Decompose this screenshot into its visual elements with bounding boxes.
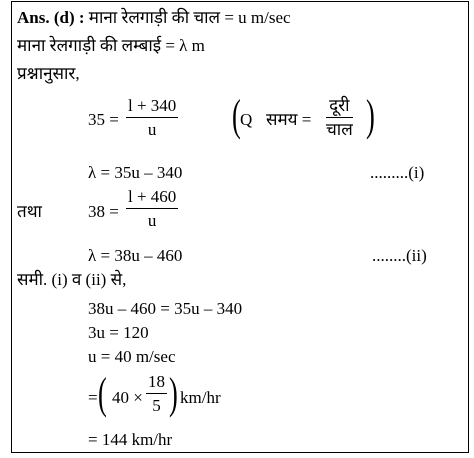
step4-fraction-bar: [146, 393, 167, 394]
line-train-length: माना रेलगाड़ी की लम्बाई = λ m: [17, 36, 205, 55]
time-fraction-bar: [326, 117, 353, 118]
speed-label: चाल: [326, 120, 353, 139]
answer-label: Ans. (d) :: [17, 8, 85, 27]
because-symbol: Q: [240, 110, 253, 129]
eq1-numerator: l + 340: [128, 96, 177, 115]
from-equations: समी. (i) व (ii) से,: [17, 270, 127, 289]
eq3-numerator: l + 460: [128, 187, 177, 206]
eq3-fraction-bar: [126, 208, 178, 209]
solution-result: = 144 km/hr: [88, 430, 173, 449]
step4-equals: =: [88, 388, 98, 407]
eq3-denominator: u: [147, 211, 157, 230]
eq1-fraction-bar: [126, 117, 178, 118]
line-train-speed: [17, 8, 291, 28]
left-paren: (: [232, 91, 241, 140]
eq1-fraction: [126, 96, 178, 140]
eq3-lhs: 38 =: [88, 202, 119, 221]
eq1-lhs: 35 =: [88, 110, 119, 129]
step4-left-paren: (: [98, 369, 107, 418]
tatha-label: तथा: [17, 202, 42, 221]
eq2-ref: .........(i): [370, 163, 425, 182]
right-paren: ): [366, 91, 375, 140]
step4-unit: km/hr: [180, 388, 221, 407]
step4-right-paren: ): [169, 369, 178, 418]
step4-inner: 40 ×: [112, 388, 143, 407]
solution-step-3: u = 40 m/sec: [88, 347, 176, 366]
step4-fraction: [146, 372, 167, 416]
line-according: प्रश्नानुसार,: [17, 64, 80, 83]
time-label: समय =: [266, 110, 312, 129]
step4-denominator: 5: [152, 396, 161, 415]
eq4-ref: ........(ii): [372, 246, 427, 265]
solution-step-1: 38u – 460 = 35u – 340: [88, 299, 243, 318]
eq2-text: λ = 35u – 340: [88, 163, 183, 182]
solution-step-2: 3u = 120: [88, 323, 149, 342]
train-speed-text: माना रेलगाड़ी की चाल = u m/sec: [88, 8, 291, 27]
eq4-text: λ = 38u – 460: [88, 246, 183, 265]
eq3-fraction: [126, 187, 178, 231]
time-fraction: [326, 96, 353, 140]
step4-numerator: 18: [148, 372, 165, 391]
eq1-denominator: u: [147, 120, 157, 139]
distance-label: दूरी: [329, 96, 350, 115]
